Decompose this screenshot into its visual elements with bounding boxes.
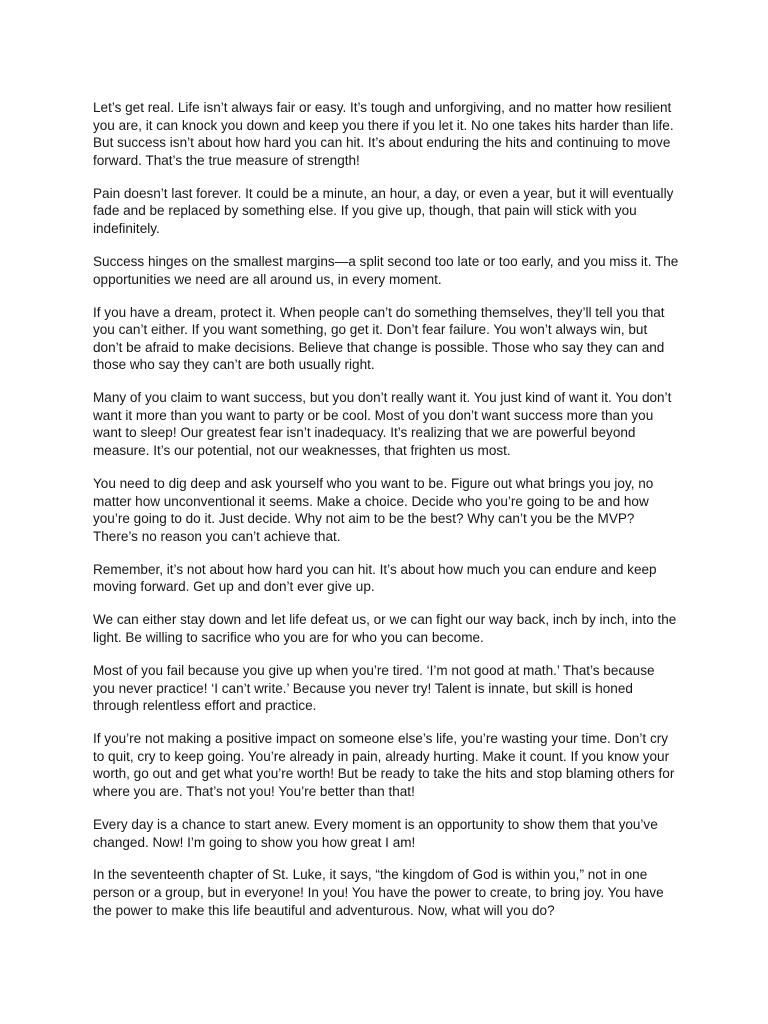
paragraph: Many of you claim to want success, but you don’t really want it. You just kind of want it. You don’t want it more than you want to party or be cool. Most of you don’t want success more than you want to sleep! Our greatest fear isn’t inadequacy. It’s realizing that we are powerful beyond measure. It’s our potential, not our weaknesses, that frighten us most. — [93, 390, 672, 459]
paragraph: Every day is a chance to start anew. Every moment is an opportunity to show them that you’ve changed. Now! I’m going to show you how great I am! — [93, 816, 658, 850]
paragraph: Most of you fail because you give up when you’re tired. ‘I’m not good at math.’ That’s because you never practice! ‘I can’t write.’ Because you never try! Talent is innate, but skill is honed through relentless effort and practice. — [93, 662, 655, 714]
paragraph: You need to dig deep and ask yourself who you want to be. Figure out what brings you joy, no matter how unconventional it seems. Make a choice. Decide who you’re going to be and how you’re going to do it. Just decide. Why not aim to be the best? Why can’t you be the MVP? There’s no reason you can’t achieve that. — [93, 476, 654, 544]
paragraph: Remember, it’s not about how hard you can hit. It’s about how much you can endure and keep moving forward. Get up and don’t ever give up. — [93, 561, 657, 595]
paragraph: Success hinges on the smallest margins—a split second too late or too early, and you miss it. The opportunities we need are all around us, in every moment. — [93, 253, 679, 287]
document-body — [93, 99, 679, 935]
paragraph: We can either stay down and let life defeat us, or we can fight our way back, inch by inch, into the light. Be willing to sacrifice who you are for who you can become. — [93, 612, 677, 645]
paragraph: Let’s get real. Life isn’t always fair or easy. It’s tough and unforgiving, and no matter how resilient you are, it can knock you down and keep you there if you let it. No one takes hits harder than life. But success isn’t about how hard you can hit. It’s about enduring the hits and continuing to move forward. That’s the true measure of strength! — [93, 100, 674, 168]
paragraph: If you have a dream, protect it. When people can’t do something themselves, they’ll tell you that you can’t either. If you want something, go get it. Don’t fear failure. You won’t always win, but don’t be afraid to make decisions. Believe that change is possible. Those who say they can and those who say they can’t are both usually right. — [93, 304, 665, 373]
paragraph: Pain doesn’t last forever. It could be a minute, an hour, a day, or even a year, but it will eventually fade and be replaced by something else. If you give up, though, that pain will stick with you indefinitely. — [93, 185, 674, 236]
paragraph: In the seventeenth chapter of St. Luke, it says, “the kingdom of God is within you,” not in one person or a group, but in everyone! In you! You have the power to create, to bring joy. You have the power to make this life beautiful and adventurous. Now, what will you do? — [93, 867, 664, 918]
paragraph: If you’re not making a positive impact on someone else’s life, you’re wasting your time. Don’t cry to quit, cry to keep going. You’re already in pain, already hurting. Make it count. If you know your worth, go out and get what you’re worth! But be ready to take the hits and stop blaming others for where you are. That’s not you! You’re better than that! — [93, 731, 675, 799]
